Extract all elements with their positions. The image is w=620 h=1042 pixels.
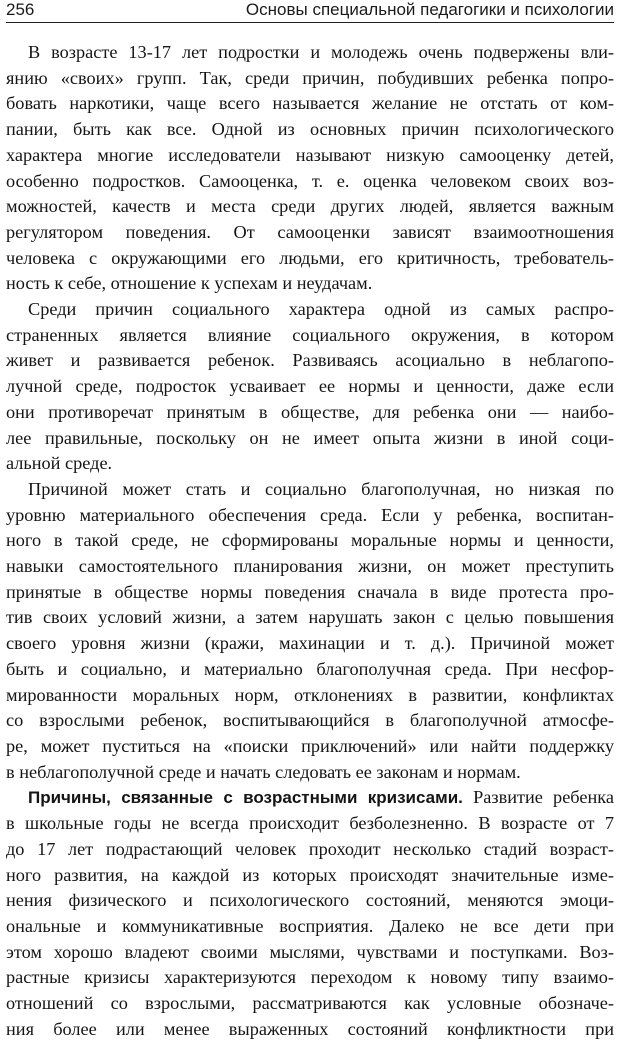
text-line: Среди причин социального характера одной из самых распро- [28, 299, 614, 320]
text-line: янию «своих» групп. Так, среди причин, побудивших ребенка попро- [6, 67, 614, 88]
text-line: ональные и коммуникативные восприятия. Далеко не все дети при [6, 915, 614, 936]
text-line: ре, может пуститься на «поиски приключений» или найти поддержку [6, 735, 614, 756]
paragraph [6, 477, 614, 785]
text-line: страненных является влияние социального окружения, в котором [6, 324, 614, 345]
text-line: мированности моральных норм, отклонениях в развитии, конфликтах [6, 684, 614, 705]
text-line: этом хорошо владеют своими мыслями, чувствами и поступками. Воз- [6, 941, 614, 962]
text-line: можностей, качеств и места среди других людей, является важным [6, 196, 614, 217]
text-line: особенно подростков. Самооценка, т. е. оценка человеком своих воз- [6, 170, 614, 191]
text-line: в школьные годы не всегда происходит безболезненно. В возрасте от 7 [6, 813, 614, 834]
text-line: отношений со взрослыми, рассматриваются как условные обозначе- [6, 993, 614, 1014]
text-line: лее правильные, поскольку он не имеет опыта жизни в иной соци- [6, 427, 614, 448]
text-line: нения физического и психологического состояний, меняются эмоци- [6, 890, 614, 911]
text-line: Причиной может стать и социально благополучная, но низкая по [28, 478, 614, 499]
text-line: лучной среде, подросток усваивает ее нормы и ценности, даже если [6, 376, 614, 397]
running-header [6, 0, 614, 23]
paragraph [6, 297, 614, 477]
text-line: навыки самостоятельного планирования жизни, он может преступить [6, 556, 614, 577]
text-line: ного в такой среде, не сформированы моральные нормы и ценности, [6, 530, 614, 551]
text-line: растные кризисы характеризуются переходом к новому типу взаимо- [6, 967, 614, 988]
text-line: характера многие исследователи называют низкую самооценку детей, [6, 144, 614, 165]
text-line: ния более или менее выраженных состояний конфликтности при [6, 1018, 614, 1039]
text-line: ность к себе, отношение к успехам и неудачам. [6, 273, 373, 294]
text-line: ного развития, на каждой из которых происходят значительные изме- [6, 864, 614, 885]
text-line: человека с окружающими его людьми, его критичность, требователь- [6, 247, 614, 268]
text-line: тив своих условий жизни, а затем нарушать закон с целью повышения [6, 607, 614, 628]
paragraph [6, 785, 614, 1042]
text-line: альной среде. [6, 453, 113, 474]
text-line: быть и социально, и материально благополучная среда. При несфор- [6, 658, 614, 679]
text-line: бовать наркотики, чаще всего называется желание не отстать от ком- [6, 93, 614, 114]
text-line [6, 785, 614, 811]
text-line: со взрослыми ребенок, воспитывающийся в благополучной атмосфе- [6, 710, 614, 731]
text-line: до 17 лет подрастающий человек проходит несколько стадий возраст- [6, 838, 614, 859]
text-line: своего уровня жизни (кражи, махинации и т. д.). Причиной может [6, 633, 614, 654]
text-line: уровню материального обеспечения среда. Если у ребенка, воспитан- [6, 504, 614, 525]
running-title: Основы специальной педагогики и психологии [245, 0, 614, 19]
text-fragment: Развитие ребенка [462, 787, 614, 808]
text-line: принятые в обществе нормы поведения сначала в виде протеста про- [6, 581, 614, 602]
text-line: пании, быть как все. Одной из основных причин психологического [6, 119, 614, 140]
text-line: живет и развивается ребенок. Развиваясь асоциально в неблагопо- [6, 350, 614, 371]
paragraph [6, 40, 614, 297]
text-line: они противоречат принятым в обществе, для ребенка они — наибо- [6, 401, 614, 422]
text-line: В возрасте 13-17 лет подростки и молодежь очень подвержены вли- [28, 42, 614, 62]
text-line: регулятором поведения. От самооценки зависят взаимоотношения [6, 221, 614, 242]
body-text [6, 40, 614, 1042]
section-lead-heading: Причины, связанные с возрастными кризисами. [28, 788, 463, 808]
page-number: 256 [6, 0, 35, 19]
text-line: в неблагополучной среде и начать следовать ее законам и нормам. [6, 761, 521, 782]
